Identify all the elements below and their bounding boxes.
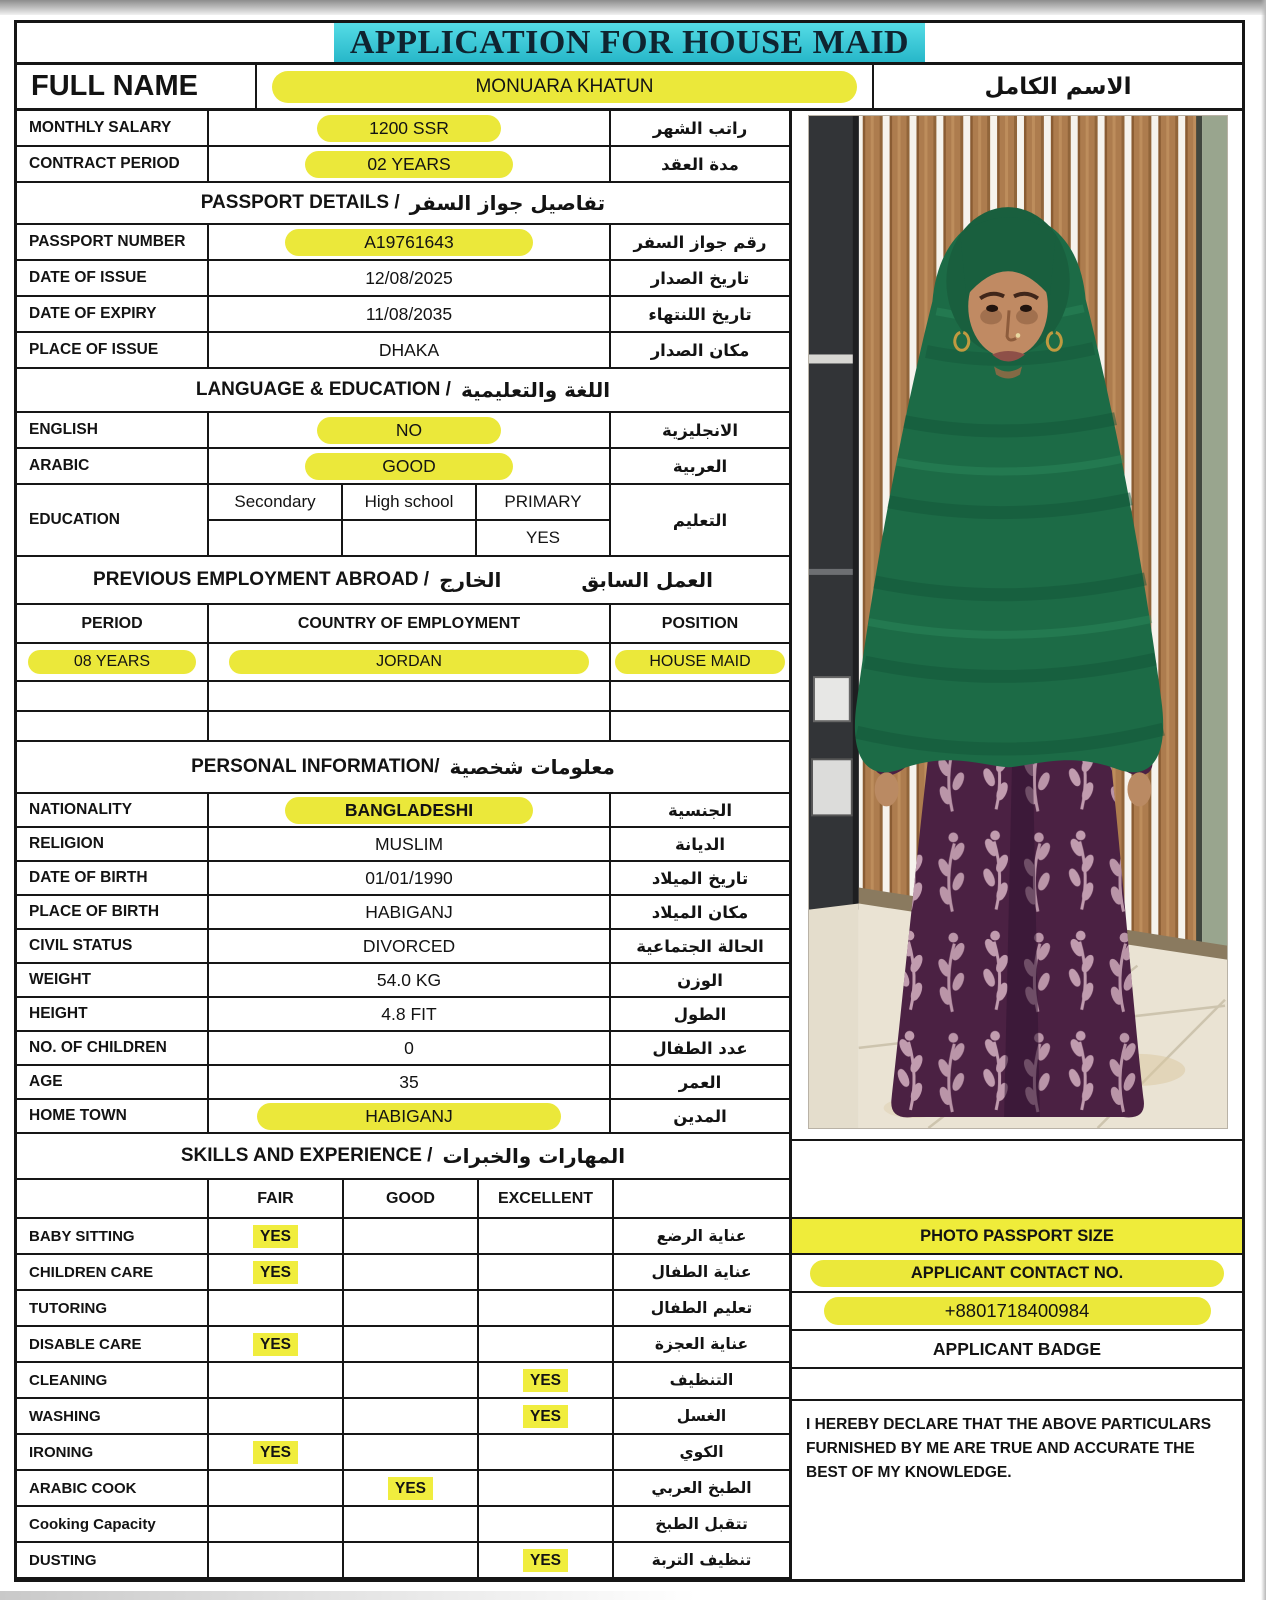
skill-label: CLEANING xyxy=(17,1363,209,1397)
education-answer xyxy=(343,521,477,555)
good-cell xyxy=(344,1255,479,1289)
value-highlight: 08 YEARS xyxy=(28,650,195,674)
field-label: HEIGHT xyxy=(17,998,209,1030)
field-label: PLACE OF ISSUE xyxy=(17,333,209,367)
value-cell: DHAKA xyxy=(209,333,611,367)
form-body xyxy=(17,111,1242,1579)
arabic-label: الانجليزية xyxy=(662,420,738,440)
employment-column-headers xyxy=(17,605,789,644)
declaration-text: I HEREBY DECLARE THAT THE ABOVE PARTICULARS FURNISHED BY ME ARE TRUE AND ACCURATE THE BEST OF MY KNOWLEDGE. xyxy=(806,1416,1212,1482)
arabic-label: المدين xyxy=(673,1106,727,1126)
fair-cell xyxy=(209,1543,344,1577)
good-cell xyxy=(344,1435,479,1469)
good-cell: YES xyxy=(344,1471,479,1505)
value-cell: 0 xyxy=(209,1032,611,1064)
value-cell xyxy=(209,225,611,259)
applicant-contact-number-row xyxy=(792,1293,1242,1331)
row-religion xyxy=(17,828,789,862)
scan-edge-bottom xyxy=(0,1591,696,1600)
field-label: DATE OF EXPIRY xyxy=(17,297,209,331)
arabic-label: راتب الشهر xyxy=(652,118,748,138)
field-label: MONTHLY SALARY xyxy=(17,111,209,145)
skill-row-arabic-cook xyxy=(17,1471,789,1507)
skill-row-baby-sitting xyxy=(17,1219,789,1255)
arabic-label: التنظيف xyxy=(669,1371,734,1389)
section-title-ar-2: العمل السابق xyxy=(581,568,713,592)
arabic-label: تعليم الطفال xyxy=(650,1299,753,1317)
empty-cell xyxy=(17,1180,209,1217)
education-levels-row xyxy=(209,485,609,521)
education-level: PRIMARY xyxy=(504,492,582,511)
value-highlight: 1200 SSR xyxy=(317,115,501,142)
contact-number-highlight: +8801718400984 xyxy=(824,1297,1211,1325)
skill-row-tutoring xyxy=(17,1291,789,1327)
skill-row-disable-care xyxy=(17,1327,789,1363)
field-label: RELIGION xyxy=(17,828,209,860)
column-header-excellent: EXCELLENT xyxy=(479,1180,614,1217)
section-title-ar-1: الخارج xyxy=(439,568,502,592)
good-cell xyxy=(344,1363,479,1397)
skill-row-cleaning xyxy=(17,1363,789,1399)
arabic-label: عناية الرضع xyxy=(656,1227,747,1245)
arabic-label: مكان الميلاد xyxy=(651,902,749,922)
field-label: DATE OF ISSUE xyxy=(17,261,209,295)
section-title-en: PASSPORT DETAILS / xyxy=(200,192,400,213)
value-highlight: NO xyxy=(317,417,501,444)
row-weight xyxy=(17,964,789,998)
value-cell xyxy=(209,413,611,447)
good-cell xyxy=(344,1219,479,1253)
skill-label: WASHING xyxy=(17,1399,209,1433)
photo-passport-size-label xyxy=(792,1219,1242,1255)
excellent-cell xyxy=(479,1291,614,1325)
full-name-row xyxy=(17,65,1242,111)
good-cell xyxy=(344,1399,479,1433)
row-children xyxy=(17,1032,789,1066)
arabic-label: الكوي xyxy=(679,1443,724,1461)
row-date-of-issue xyxy=(17,261,789,297)
section-title-ar: تفاصيل جواز السفر xyxy=(409,191,606,215)
field-label: EDUCATION xyxy=(17,485,209,555)
skill-label: Cooking Capacity xyxy=(17,1507,209,1541)
good-cell xyxy=(344,1507,479,1541)
field-label: NATIONALITY xyxy=(17,794,209,826)
fair-cell xyxy=(209,1219,344,1253)
empty-row xyxy=(792,1141,1242,1219)
country-cell xyxy=(209,644,611,680)
excellent-cell xyxy=(479,1507,614,1541)
arabic-label: التعليم xyxy=(672,510,728,530)
arabic-label: الطبخ العربي xyxy=(651,1479,752,1497)
column-header-period: PERIOD xyxy=(17,605,209,642)
arabic-label: تنظيف التربة xyxy=(651,1551,752,1569)
value-highlight: HABIGANJ xyxy=(257,1103,561,1130)
excellent-cell xyxy=(479,1327,614,1361)
skill-label: TUTORING xyxy=(17,1291,209,1325)
education-level: High school xyxy=(343,485,477,519)
full-name-value-cell xyxy=(257,65,874,108)
skill-row-washing xyxy=(17,1399,789,1435)
row-nationality xyxy=(17,794,789,828)
field-label: ENGLISH xyxy=(17,413,209,447)
field-label: HOME TOWN xyxy=(17,1100,209,1132)
form-right-panel xyxy=(792,111,1242,1579)
field-label: PASSPORT NUMBER xyxy=(17,225,209,259)
value-cell xyxy=(209,794,611,826)
value-highlight: HOUSE MAID xyxy=(615,650,786,674)
row-monthly-salary xyxy=(17,111,789,147)
arabic-label: الغسل xyxy=(676,1407,727,1425)
arabic-label: الديانة xyxy=(675,834,725,854)
skill-label: IRONING xyxy=(17,1435,209,1469)
field-label: WEIGHT xyxy=(17,964,209,996)
skill-label: DISABLE CARE xyxy=(17,1327,209,1361)
section-header-employment xyxy=(17,557,789,605)
value-cell: MUSLIM xyxy=(209,828,611,860)
scan-edge-right xyxy=(1261,0,1266,1600)
period-cell xyxy=(17,644,209,680)
education-level: Secondary xyxy=(209,485,343,519)
section-header-language xyxy=(17,369,789,413)
section-title-en: PREVIOUS EMPLOYMENT ABROAD / xyxy=(93,569,430,590)
arabic-label: الجنسية xyxy=(668,800,733,820)
arabic-label: مكان الصدار xyxy=(650,340,750,360)
value-cell: 11/08/2035 xyxy=(209,297,611,331)
column-header-country: COUNTRY OF EMPLOYMENT xyxy=(209,605,611,642)
field-label: CIVIL STATUS xyxy=(17,930,209,962)
fair-cell xyxy=(209,1507,344,1541)
employment-row-2 xyxy=(17,682,789,712)
education-answer-row xyxy=(209,521,609,555)
value-highlight: 02 YEARS xyxy=(305,151,513,178)
yes-highlight: YES xyxy=(253,1225,298,1248)
fair-cell xyxy=(209,1291,344,1325)
skill-row-children-care xyxy=(17,1255,789,1291)
row-civil-status xyxy=(17,930,789,964)
value-cell: 01/01/1990 xyxy=(209,862,611,894)
field-label: AGE xyxy=(17,1066,209,1098)
value-cell xyxy=(209,449,611,483)
skill-label: CHILDREN CARE xyxy=(17,1255,209,1289)
page-title: APPLICATION FOR HOUSE MAID xyxy=(334,23,925,62)
empty-cell xyxy=(614,1180,789,1217)
row-date-of-birth xyxy=(17,862,789,896)
section-title-ar: معلومات شخصية xyxy=(449,755,615,779)
row-contract-period xyxy=(17,147,789,183)
row-place-of-birth xyxy=(17,896,789,930)
excellent-cell xyxy=(479,1255,614,1289)
application-form xyxy=(14,20,1245,1582)
arabic-label: العربية xyxy=(672,456,728,476)
section-title-en: LANGUAGE & EDUCATION / xyxy=(195,379,451,400)
arabic-label: تاريخ الميلاد xyxy=(651,868,749,888)
skill-label: DUSTING xyxy=(17,1543,209,1577)
full-name-label: FULL NAME xyxy=(17,65,257,108)
value-cell: 35 xyxy=(209,1066,611,1098)
section-header-passport xyxy=(17,183,789,225)
arabic-label: مدة العقد xyxy=(661,154,739,174)
fair-cell: YES xyxy=(209,1327,344,1361)
skill-label: BABY SITTING xyxy=(17,1219,209,1253)
country-cell xyxy=(209,712,611,740)
skill-label: ARABIC COOK xyxy=(17,1471,209,1505)
value-cell: 4.8 FIT xyxy=(209,998,611,1030)
column-header-fair: FAIR xyxy=(209,1180,344,1217)
arabic-label: عناية العجزة xyxy=(654,1335,749,1353)
section-title-en: SKILLS AND EXPERIENCE / xyxy=(180,1145,433,1166)
row-age xyxy=(17,1066,789,1100)
value-cell: DIVORCED xyxy=(209,930,611,962)
contact-label-highlight: APPLICANT CONTACT NO. xyxy=(810,1260,1224,1287)
value-highlight: GOOD xyxy=(305,453,513,480)
excellent-cell xyxy=(479,1471,614,1505)
period-cell xyxy=(17,682,209,710)
empty-row xyxy=(792,1369,1242,1401)
employment-row-3 xyxy=(17,712,789,742)
section-header-personal xyxy=(17,742,789,794)
applicant-photo xyxy=(792,111,1242,1141)
fair-cell xyxy=(209,1363,344,1397)
skill-row-dusting xyxy=(17,1543,789,1579)
period-cell xyxy=(17,712,209,740)
row-home-town xyxy=(17,1100,789,1134)
skill-row-ironing xyxy=(17,1435,789,1471)
excellent-cell: YES xyxy=(479,1399,614,1433)
education-grid xyxy=(209,485,611,555)
good-cell xyxy=(344,1291,479,1325)
field-label: NO. OF CHILDREN xyxy=(17,1032,209,1064)
fair-cell xyxy=(209,1399,344,1433)
badge-text: APPLICANT BADGE xyxy=(932,1338,1102,1359)
value-highlight: BANGLADESHI xyxy=(285,797,533,824)
fair-cell: YES xyxy=(209,1435,344,1469)
value-cell: 54.0 KG xyxy=(209,964,611,996)
arabic-label: تاريخ اللنتهاء xyxy=(648,304,752,324)
section-header-skills xyxy=(17,1134,789,1180)
arabic-label: العمر xyxy=(678,1072,722,1092)
value-highlight: A19761643 xyxy=(285,229,533,256)
employment-row-1 xyxy=(17,644,789,682)
position-cell xyxy=(611,712,789,740)
applicant-photo-illustration xyxy=(808,115,1228,1129)
position-cell xyxy=(611,644,789,680)
excellent-cell xyxy=(479,1219,614,1253)
value-cell: 12/08/2025 xyxy=(209,261,611,295)
arabic-label: عناية الطفال xyxy=(651,1263,752,1281)
field-label: PLACE OF BIRTH xyxy=(17,896,209,928)
row-height xyxy=(17,998,789,1032)
form-left-table xyxy=(17,111,792,1579)
row-english xyxy=(17,413,789,449)
column-header-good: GOOD xyxy=(344,1180,479,1217)
column-header-position: POSITION xyxy=(661,614,739,632)
value-highlight: JORDAN xyxy=(229,650,589,674)
value-cell xyxy=(209,1100,611,1132)
row-date-of-expiry xyxy=(17,297,789,333)
arabic-label: الطول xyxy=(673,1004,727,1024)
row-place-of-issue xyxy=(17,333,789,369)
form-title-row xyxy=(17,23,1242,65)
full-name-arabic-label: الاسم الكامل xyxy=(984,73,1132,100)
section-title-ar: اللغة والتعليمية xyxy=(460,378,611,402)
field-label: ARABIC xyxy=(17,449,209,483)
photo-size-text: PHOTO PASSPORT SIZE xyxy=(920,1226,1114,1245)
full-name-value-highlight: MONUARA KHATUN xyxy=(272,71,856,103)
row-passport-number xyxy=(17,225,789,261)
arabic-label: الحالة الجتماعية xyxy=(636,936,764,956)
excellent-cell: YES xyxy=(479,1543,614,1577)
arabic-label: رقم جواز السفر xyxy=(633,232,767,252)
section-title-en: PERSONAL INFORMATION/ xyxy=(191,756,440,777)
row-education xyxy=(17,485,789,557)
scan-edge-top xyxy=(0,0,1266,15)
good-cell xyxy=(344,1543,479,1577)
good-cell xyxy=(344,1327,479,1361)
education-answer: YES xyxy=(525,528,561,547)
value-cell: HABIGANJ xyxy=(209,896,611,928)
education-answer xyxy=(209,521,343,555)
arabic-label: عدد الطفال xyxy=(652,1038,748,1058)
fair-cell xyxy=(209,1471,344,1505)
fair-cell: YES xyxy=(209,1255,344,1289)
applicant-badge-row xyxy=(792,1331,1242,1369)
value-cell xyxy=(209,147,611,181)
arabic-label: تاريخ الصدار xyxy=(650,268,750,288)
excellent-cell: YES xyxy=(479,1363,614,1397)
field-label: DATE OF BIRTH xyxy=(17,862,209,894)
excellent-cell xyxy=(479,1435,614,1469)
skills-column-headers xyxy=(17,1180,789,1219)
value-cell xyxy=(209,111,611,145)
row-arabic xyxy=(17,449,789,485)
applicant-contact-label-row xyxy=(792,1255,1242,1293)
arabic-label: الوزن xyxy=(677,970,723,990)
position-cell xyxy=(611,682,789,710)
country-cell xyxy=(209,682,611,710)
skill-row-cooking-capacity xyxy=(17,1507,789,1543)
field-label: CONTRACT PERIOD xyxy=(17,147,209,181)
arabic-label: تتقبل الطبخ xyxy=(655,1515,748,1533)
section-title-ar: المهارات والخبرات xyxy=(442,1144,626,1168)
